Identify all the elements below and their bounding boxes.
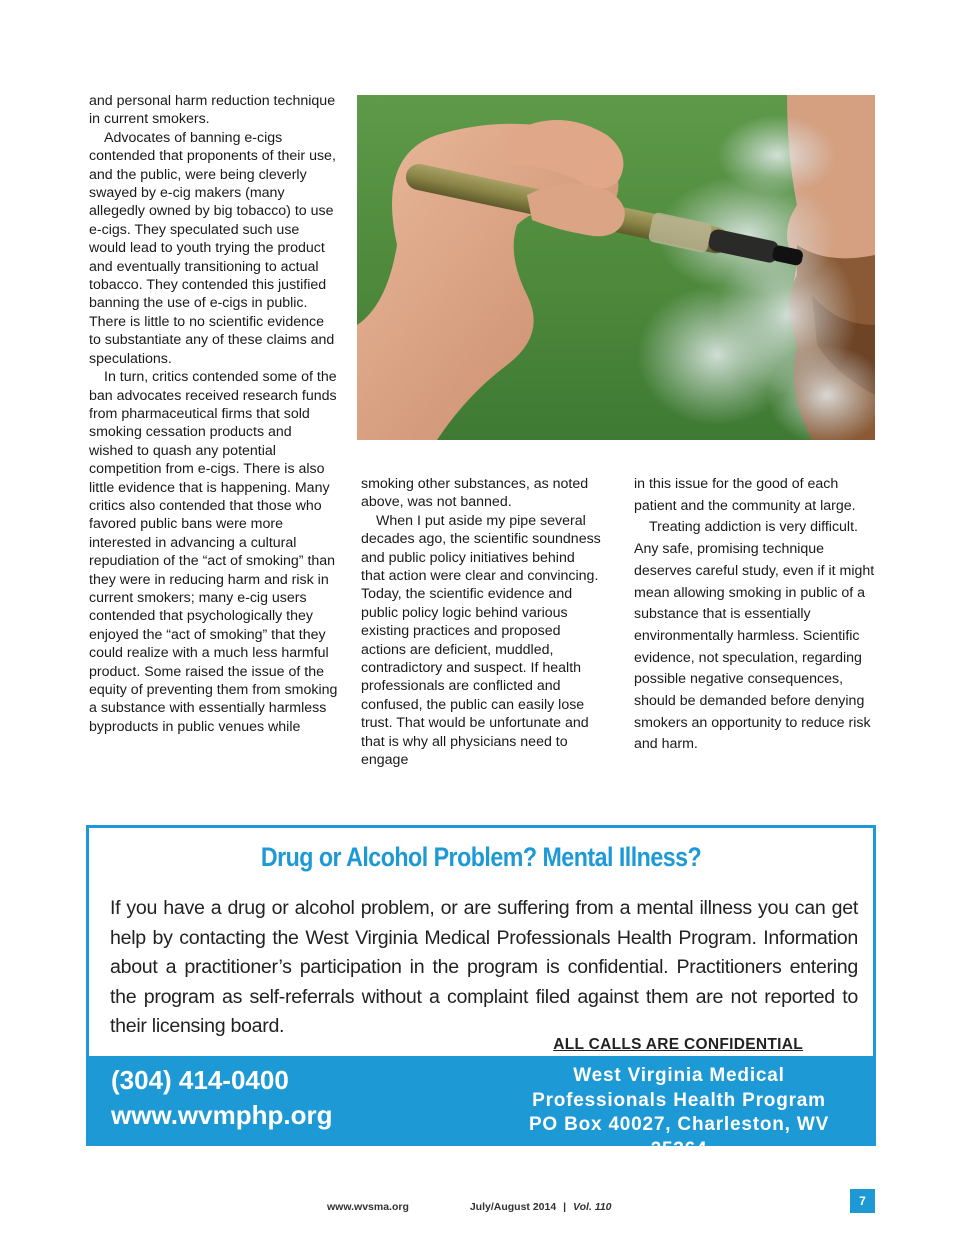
health-program-ad — [86, 825, 876, 1160]
article-column-2 — [361, 475, 601, 770]
paragraph: in this issue for the good of each patient and the community at large. — [634, 476, 856, 514]
ad-contact-bar — [89, 1056, 873, 1160]
org-address: PO Box 40027, Charleston, WV 25364 — [528, 1114, 830, 1160]
footer-separator: | — [563, 1201, 567, 1213]
e-cigarette-photo — [357, 95, 875, 440]
footer-issue: July/August 2014 — [469, 1201, 557, 1213]
paragraph: and personal harm reduction technique in current smokers. — [89, 93, 336, 128]
page-footer — [327, 1201, 612, 1213]
footer-volume: Vol. 110 — [572, 1201, 612, 1213]
paragraph: Treating addiction is very difficult. Any safe, promising technique deserves careful study, even if it might mean allowing smoking in public of a substance that is essentially environmentally harmless. Scientific evidence, not speculation, regarding possible negative consequences, should be demanded before denying smokers an opportunity to reduce risk and harm. — [634, 519, 875, 753]
article-column-1 — [89, 92, 339, 736]
footer-site[interactable]: www.wvsma.org — [327, 1201, 409, 1213]
organization-info — [499, 1064, 859, 1162]
paragraph: Advocates of banning e-cigs contended that proponents of their use, and the public, were being cleverly swayed by e-cig makers (many allegedly owned by big tobacco) to use e-cigs. They speculated such use would lead to youth trying the product and eventually transitioning to actual tobacco. They contended this justified banning the use of e-cigs in public. There is little to no scientific evidence to substantiate any of these claims and speculations. — [89, 129, 336, 367]
org-name-line-1: West Virginia Medical — [573, 1065, 785, 1086]
ad-title: Drug or Alcohol Problem? Mental Illness? — [260, 842, 702, 872]
org-name-line-2: Professionals Health Program — [532, 1089, 826, 1111]
paragraph: smoking other substances, as noted above, was not banned. — [361, 476, 589, 511]
paragraph: When I put aside my pipe several decades ago, the scientific soundness and public policy initiatives behind that action were clear and convincing. Today, the scientific evidence and public policy logic behind various existing practices and proposed actions are deficient, muddled, contradictory and suspect. If health professionals are conflicted and confused, the public can easily lose trust. That would be unfortunate and that is why all physicians need to engage — [361, 512, 601, 769]
paragraph: In turn, critics contended some of the ban advocates received research funds from pharmaceutical firms that sold smoking cessation products and wished to quash any potential competition from e-cigs. There is also little evidence that is happening. Many critics also contended that those who favored public bans were more interested in advancing a cultural repudiation of the “act of smoking” than they were in reducing harm and risk in current smokers; many e-cig users contended that psychologically they enjoyed the “act of smoking” that they could realize with a much less harmful product. Some raised the issue of the equity of preventing them from smoking a substance with essentially harmless byproducts in public venues while — [89, 369, 338, 735]
confidential-notice: ALL CALLS ARE CONFIDENTIAL — [553, 1036, 803, 1053]
phone-number[interactable]: (304) 414-0400 — [111, 1065, 289, 1095]
page-number: 7 — [850, 1189, 875, 1213]
article-column-3 — [634, 474, 880, 756]
website-link[interactable]: www.wvmphp.org — [111, 1100, 333, 1130]
ad-body: If you have a drug or alcohol problem, or are suffering from a mental illness you can get help by contacting the West Virginia Medical Professionals Health Program. Information about a practitioner’s participation in the program is confidential. Practitioners entering the program as self-referrals without a complaint filed against them are not reported to their licensing board. — [110, 897, 858, 1038]
